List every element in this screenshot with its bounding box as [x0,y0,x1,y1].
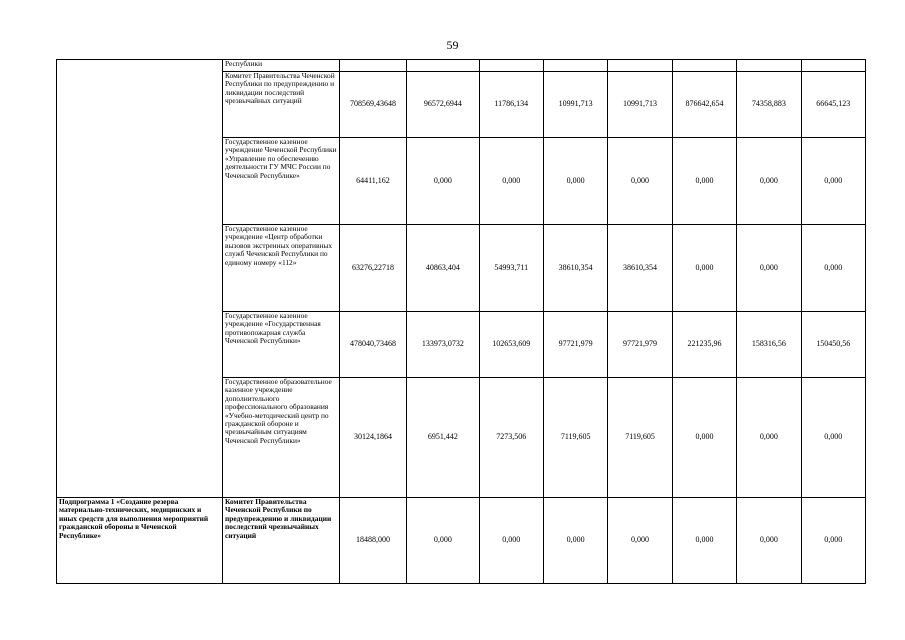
value-cell: 11786,134 [479,72,543,138]
value-cell: 0,000 [479,498,543,584]
value-cell: 97721,979 [543,312,607,378]
table-row [57,498,866,584]
value-cell: 0,000 [672,138,736,225]
value-cell [407,60,479,72]
value-cell: 102653,609 [479,312,543,378]
value-cell: 0,000 [608,498,672,584]
value-cell: 221235,96 [672,312,736,378]
value-cell: 74358,883 [737,72,801,138]
value-cell: 0,000 [801,225,865,312]
value-cell: 0,000 [737,378,801,498]
value-cell: 63276,22718 [339,225,406,312]
value-cell: 7119,605 [608,378,672,498]
organization-cell: Государственное казенное учреждение «Государственная противопожарная служба Чеченской Республики» [223,312,340,378]
value-cell: 7119,605 [543,378,607,498]
value-cell: 66645,123 [801,72,865,138]
value-cell: 30124,1864 [339,378,406,498]
value-cell: 6951,442 [407,378,479,498]
value-cell: 0,000 [737,498,801,584]
organization-cell: Комитет Правительства Чеченской Республики по предупреждению и ликвидации последствий чрезвычайных ситуаций [223,498,340,584]
value-cell: 54993,711 [479,225,543,312]
value-cell: 0,000 [479,138,543,225]
value-cell: 158316,56 [737,312,801,378]
value-cell: 0,000 [672,498,736,584]
value-cell: 708569,43648 [339,72,406,138]
value-cell: 10991,713 [608,72,672,138]
value-cell: 10991,713 [543,72,607,138]
page-number: 59 [446,38,459,52]
value-cell: 18488,000 [339,498,406,584]
value-cell: 38610,354 [608,225,672,312]
value-cell: 64411,162 [339,138,406,225]
value-cell: 133973,0732 [407,312,479,378]
value-cell: 0,000 [407,498,479,584]
organization-cell: Республики [223,60,340,72]
value-cell: 0,000 [801,378,865,498]
value-cell [801,60,865,72]
organization-cell: Комитет Правительства Чеченской Республики по предупреждению и ликвидации последствий чрезвычайных ситуаций [223,72,340,138]
value-cell: 38610,354 [543,225,607,312]
budget-table [56,59,866,584]
value-cell: 0,000 [672,378,736,498]
value-cell [672,60,736,72]
value-cell [543,60,607,72]
value-cell: 0,000 [737,225,801,312]
value-cell: 96572,6944 [407,72,479,138]
value-cell: 0,000 [608,138,672,225]
table-row [57,60,866,72]
value-cell: 876642,654 [672,72,736,138]
value-cell: 0,000 [801,138,865,225]
value-cell: 150450,56 [801,312,865,378]
value-cell: 40863,404 [407,225,479,312]
value-cell: 97721,979 [608,312,672,378]
value-cell [737,60,801,72]
program-cell [57,60,223,498]
value-cell: 0,000 [407,138,479,225]
organization-cell: Государственное казенное учреждение Чеченской Республики «Управление по обеспечению деятельности ГУ МЧС России по Чеченской Республике» [223,138,340,225]
value-cell: 0,000 [543,498,607,584]
value-cell [479,60,543,72]
value-cell: 0,000 [737,138,801,225]
value-cell: 7273,506 [479,378,543,498]
value-cell [608,60,672,72]
value-cell: 478040,73468 [339,312,406,378]
organization-cell: Государственное казенное учреждение «Центр обработки вызовов экстренных оперативных служб Чеченской Республики по единому номеру «112» [223,225,340,312]
organization-cell: Государственное образовательное казенное учреждение дополнительного профессионального образования «Учебно-методический центр по гражданской обороне и чрезвычайным ситуациям Чеченской Республики» [223,378,340,498]
program-cell: Подпрограмма 1 «Создание резерва материально-технических, медицинских и иных средств для выполнения мероприятий гражданской обороны в Чеченской Республике» [57,498,223,584]
value-cell: 0,000 [543,138,607,225]
value-cell: 0,000 [672,225,736,312]
value-cell [339,60,406,72]
value-cell: 0,000 [801,498,865,584]
